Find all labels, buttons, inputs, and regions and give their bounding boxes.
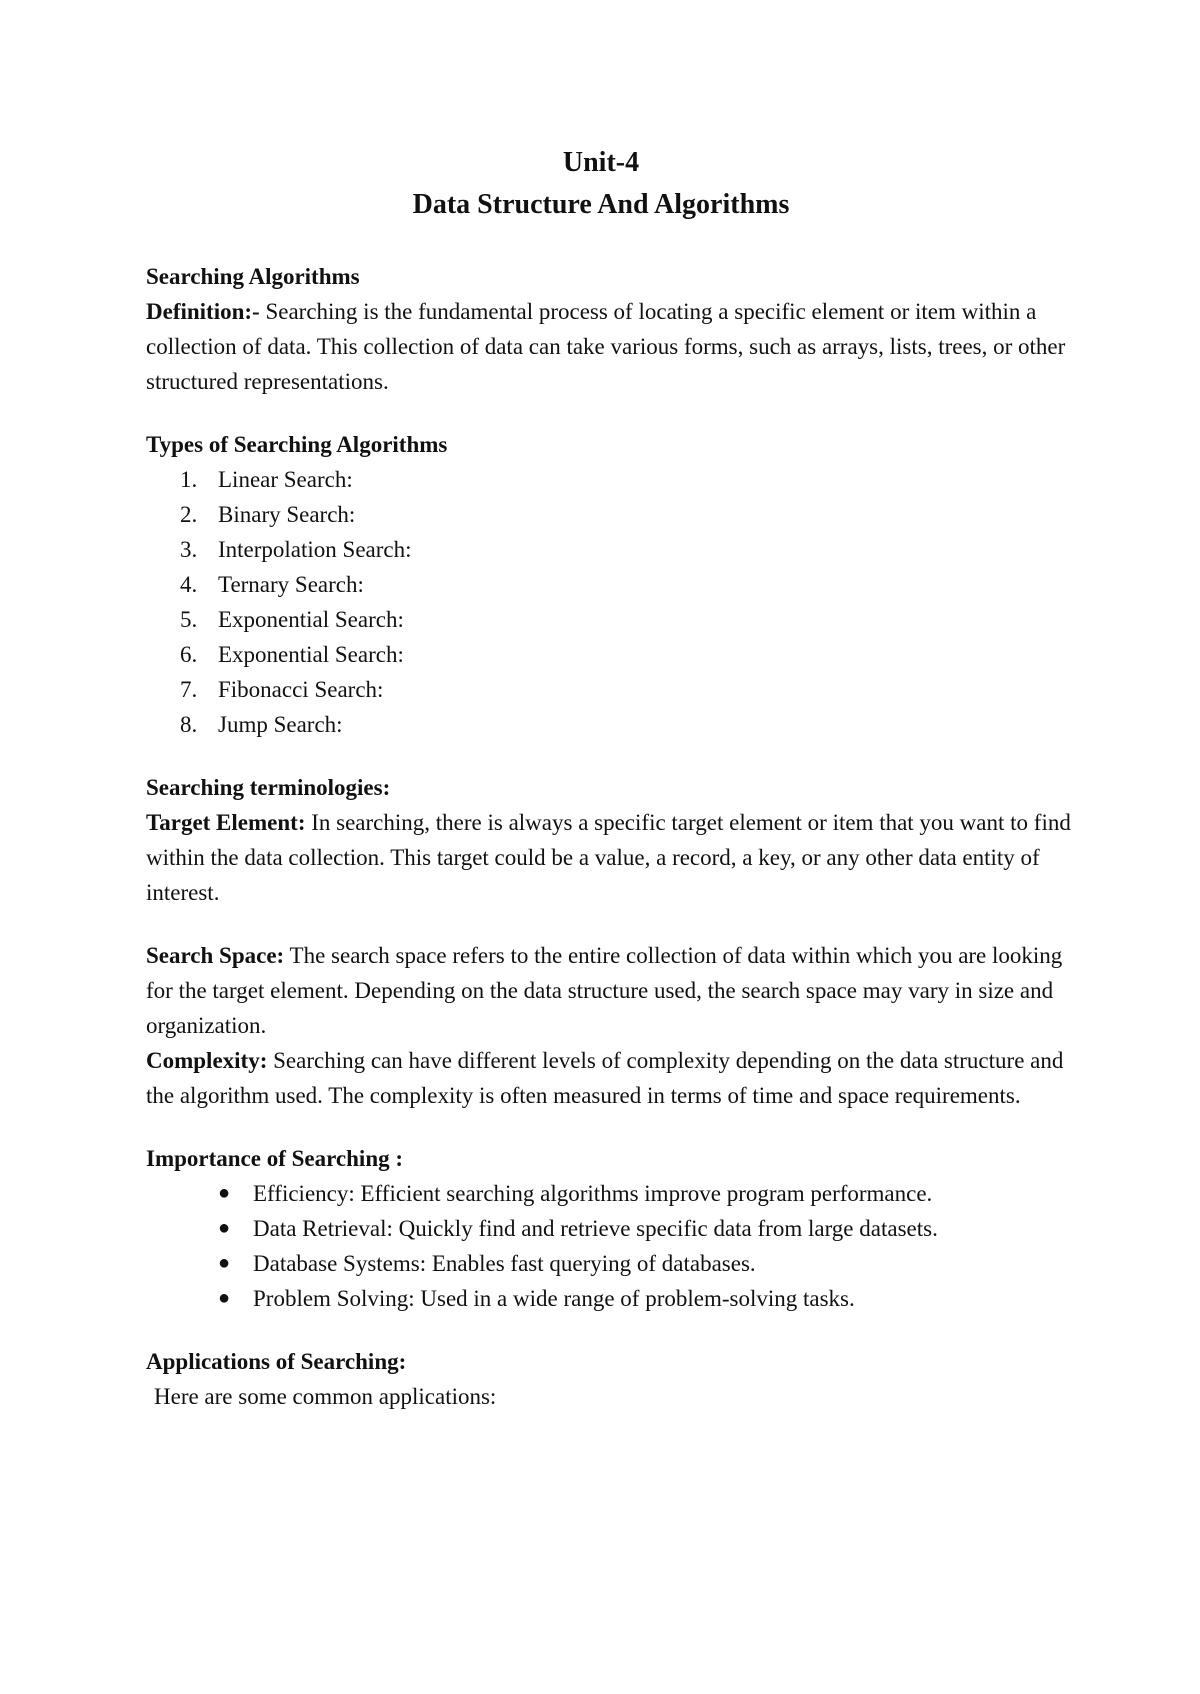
importance-heading: Importance of Searching : [146,1146,404,1171]
item-number: 1. [180,467,198,492]
item-label: Ternary Search: [218,572,364,597]
subject-title: Data Structure And Algorithms [412,189,790,220]
item-text: Efficiency: Efficient searching algorithms improve program performance. [253,1181,933,1206]
item-label: Interpolation Search: [218,537,412,562]
complexity-label: Complexity: [146,1048,268,1073]
item-text: Data Retrieval: Quickly find and retrieve specific data from large datasets. [253,1216,938,1241]
search-space-paragraph [146,938,1076,1043]
item-text: Database Systems: Enables fast querying of databases. [253,1251,756,1276]
item-label: Linear Search: [218,467,353,492]
list-item [146,672,1076,707]
document-title [146,142,1056,226]
types-list [146,462,1076,742]
complexity-text: Searching can have different levels of complexity depending on the data structure and the algorithm used. The complexity is often measured in terms of time and space requirements. [146,1048,1064,1108]
spacer [146,742,1076,770]
definition-text: Searching is the fundamental process of locating a specific element or item within a collection of data. This collection of data can take various forms, such as arrays, lists, trees, or other structured representations. [146,299,1066,394]
item-number: 7. [180,677,198,702]
item-label: Exponential Search: [218,607,404,632]
applications-heading: Applications of Searching: [146,1349,407,1374]
search-space-text: The search space refers to the entire collection of data within which you are looking for the target element. Depending on the data structure used, the search space may vary in size and organization. [146,943,1063,1038]
item-text: Problem Solving: Used in a wide range of problem-solving tasks. [253,1286,855,1311]
searching-algorithms-heading: Searching Algorithms [146,264,360,289]
bullet-icon: ● [218,1287,231,1309]
list-item [146,532,1076,567]
item-label: Binary Search: [218,502,356,527]
item-label: Exponential Search: [218,642,404,667]
item-number: 5. [180,607,198,632]
item-label: Jump Search: [218,712,343,737]
item-number: 8. [180,712,198,737]
spacer [146,1113,1076,1141]
list-item [146,497,1076,532]
list-item [146,462,1076,497]
document-content [146,142,1076,1414]
list-item [146,707,1076,742]
definition-paragraph [146,294,1076,399]
definition-label: Definition:- [146,299,260,324]
unit-title: Unit-4 [562,147,640,178]
importance-list [146,1176,1076,1316]
list-item [146,602,1076,637]
target-element-paragraph [146,805,1076,910]
spacer [146,910,1076,938]
item-number: 3. [180,537,198,562]
list-item [146,637,1076,672]
item-label: Fibonacci Search: [218,677,384,702]
bullet-icon: ● [218,1182,231,1204]
target-element-label: Target Element: [146,810,306,835]
terminologies-heading: Searching terminologies: [146,775,391,800]
complexity-paragraph [146,1043,1076,1113]
list-item [146,567,1076,602]
list-item [146,1176,1076,1211]
search-space-label: Search Space: [146,943,285,968]
bullet-icon: ● [218,1252,231,1274]
item-number: 4. [180,572,198,597]
list-item [146,1281,1076,1316]
list-item [146,1211,1076,1246]
types-heading: Types of Searching Algorithms [146,432,448,457]
bullet-icon: ● [218,1217,231,1239]
applications-intro: Here are some common applications: [154,1384,497,1409]
item-number: 2. [180,502,198,527]
item-number: 6. [180,642,198,667]
spacer [146,226,1076,259]
spacer [146,399,1076,427]
spacer [146,1316,1076,1344]
target-element-text: In searching, there is always a specific target element or item that you want to find within the data collection. This target could be a value, a record, a key, or any other data entity of interest. [146,810,1071,905]
list-item [146,1246,1076,1281]
